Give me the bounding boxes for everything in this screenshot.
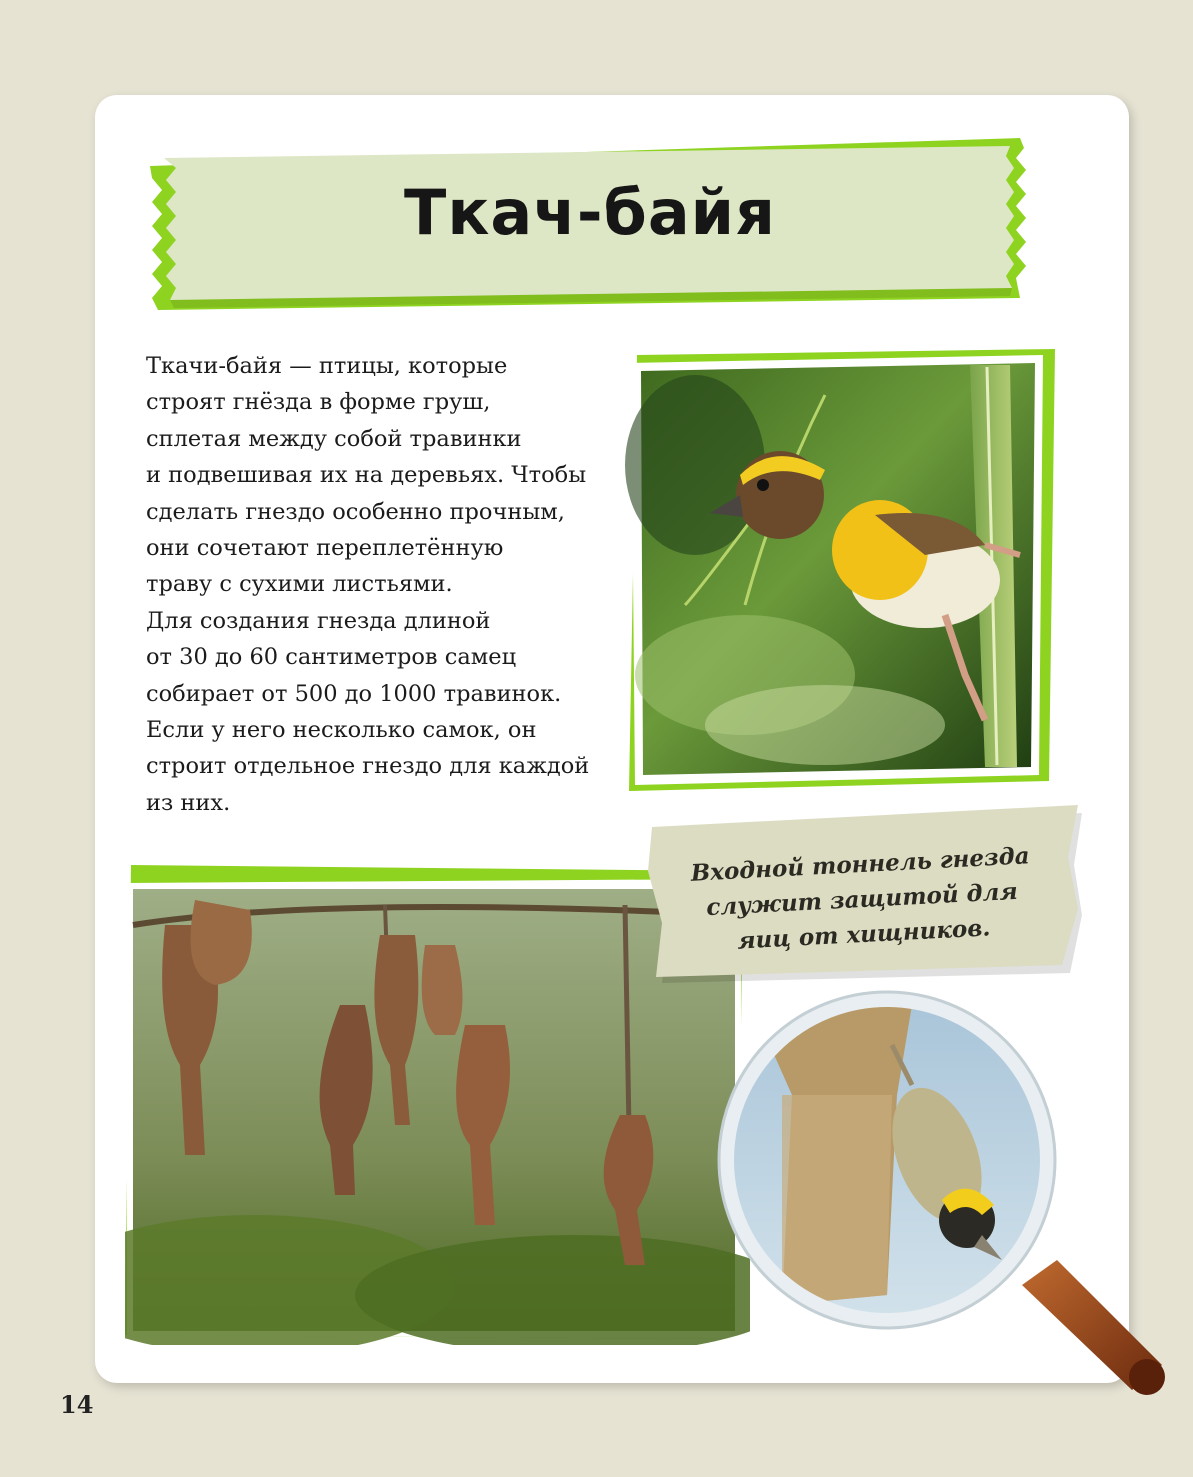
body-paragraph bbox=[146, 348, 616, 821]
paragraph-line: сплетая между собой травинки bbox=[146, 425, 522, 452]
paragraph-line: они сочетают переплетённую bbox=[146, 535, 504, 562]
paragraph-line: строит отдельное гнездо для каждой bbox=[146, 753, 590, 780]
magnifying-glass-icon bbox=[712, 985, 1165, 1395]
paragraph-line: собирает от 500 до 1000 травинок. bbox=[146, 680, 562, 707]
paragraph-line: и подвешивая их на деревьях. Чтобы bbox=[146, 462, 587, 489]
paragraph-line: строят гнёзда в форме груш, bbox=[146, 389, 491, 416]
weaver-bird-photo bbox=[625, 345, 1060, 795]
caption-line: Входной тоннель гнезда bbox=[690, 842, 1031, 887]
paragraph-line: от 30 до 60 сантиметров самец bbox=[146, 644, 517, 671]
paragraph-line: Для создания гнезда длиной bbox=[146, 607, 491, 634]
caption-note bbox=[642, 805, 1082, 985]
paragraph-line: траву с сухими листьями. bbox=[146, 571, 453, 598]
paragraph-line: Ткачи-байя — птицы, которые bbox=[146, 353, 508, 379]
paragraph-line: Если у него несколько самок, он bbox=[146, 717, 537, 744]
page-number: 14 bbox=[60, 1390, 94, 1419]
paragraph-line: из них. bbox=[146, 789, 231, 816]
magnifier-inset bbox=[712, 985, 1172, 1405]
paragraph-line: сделать гнездо особенно прочным, bbox=[146, 498, 565, 525]
title-banner bbox=[150, 128, 1030, 318]
caption-line: яиц от хищников. bbox=[736, 914, 991, 955]
page-title: Ткач-байя bbox=[404, 176, 776, 249]
caption-line: служит защитой для bbox=[705, 877, 1019, 922]
